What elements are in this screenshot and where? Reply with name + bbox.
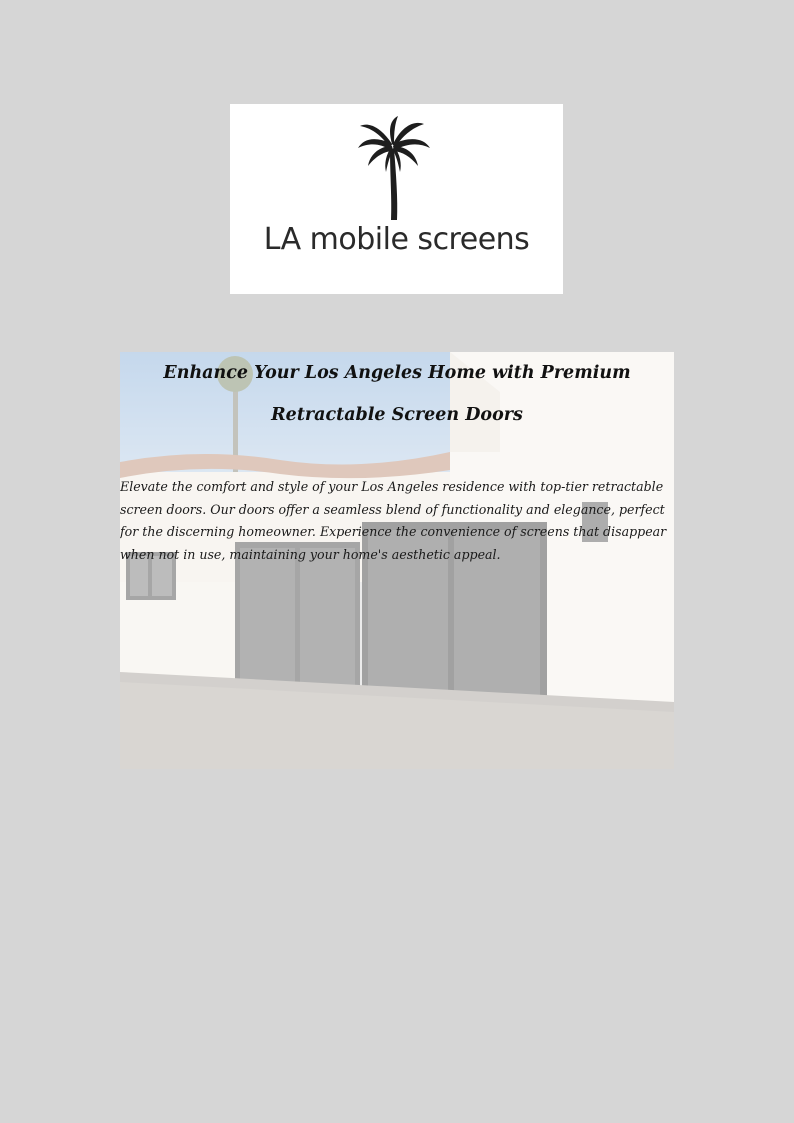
hero-section <box>120 352 674 769</box>
palm-tree-icon <box>230 104 563 294</box>
hero-title: Enhance Your Los Angeles Home with Premium Retractable Screen Doors <box>163 363 631 425</box>
logo-text: LA mobile screens <box>263 222 530 257</box>
logo <box>230 104 563 294</box>
hero-body: Elevate the comfort and style of your Los Angeles residence with top-tier retractable screen doors. Our doors offer a seamless blend of functionality and elegance, perfect for the discerning homeowner. Experience the convenience of screens that disappear when not in use, maintaining your home's aesthetic appeal. <box>120 479 667 562</box>
